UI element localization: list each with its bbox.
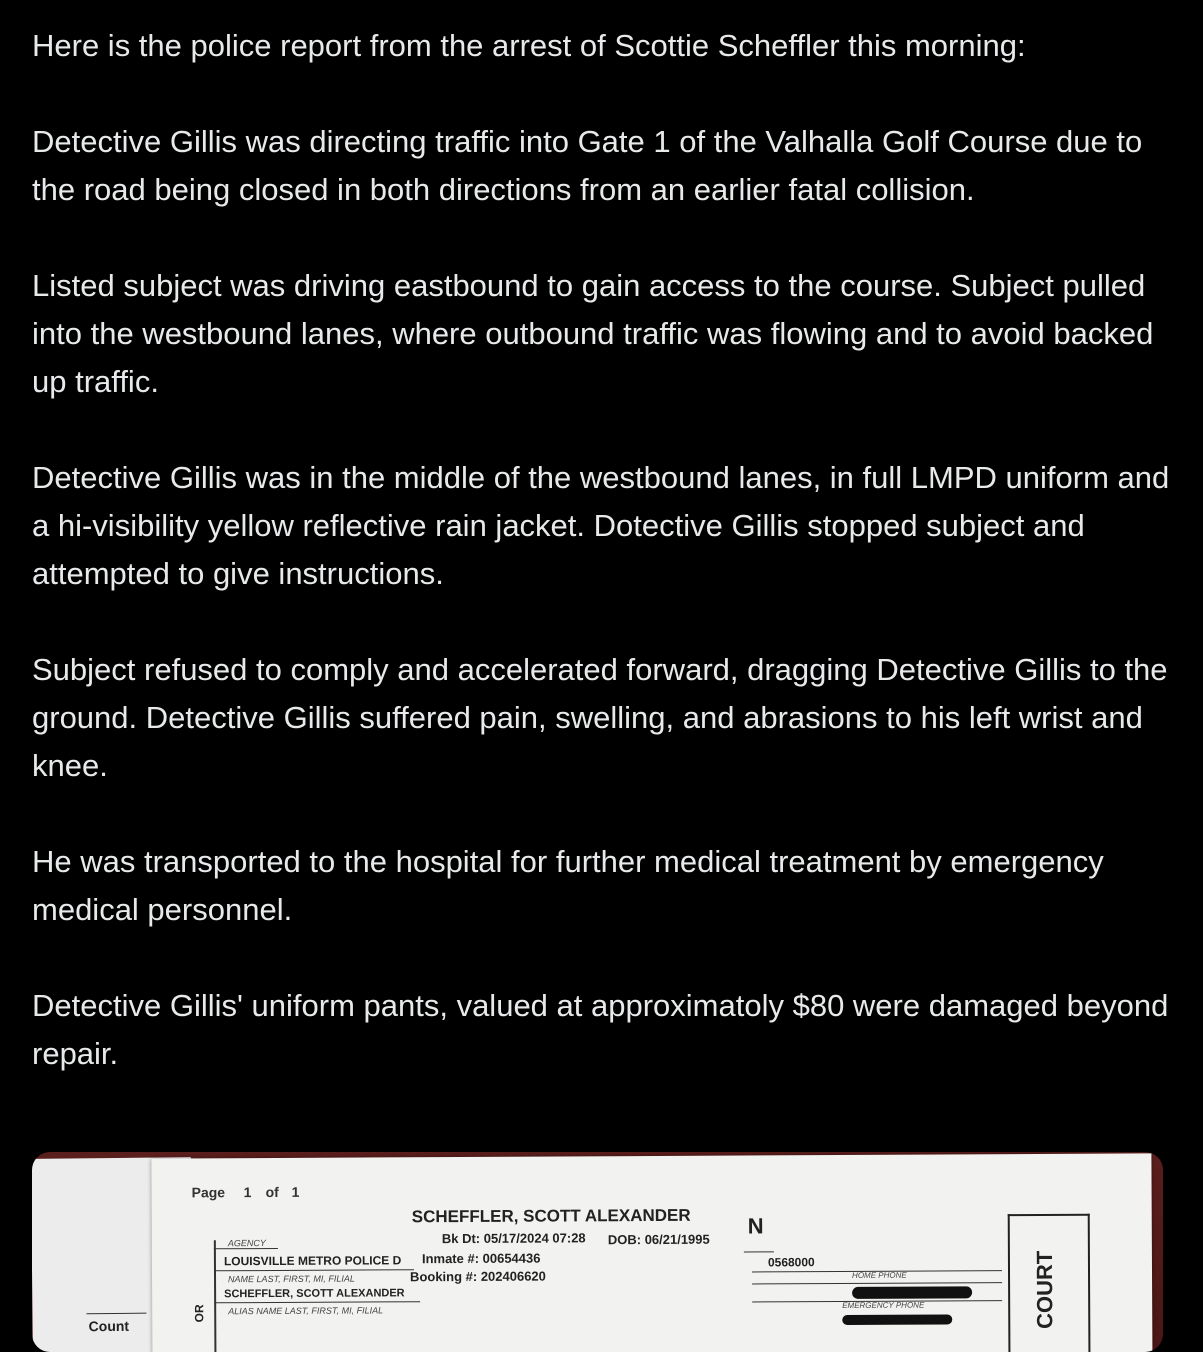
booking-date: Bk Dt: 05/17/2024 07:28	[441, 1230, 586, 1247]
court-label: COURT	[1031, 1250, 1058, 1330]
redaction-bar	[852, 1286, 972, 1299]
post-paragraph-1: Here is the police report from the arrest of Scottie Scheffler this morning:	[32, 28, 1026, 63]
page-of: of	[265, 1183, 279, 1201]
letter-n: N	[747, 1213, 764, 1239]
post-paragraph-4: Detective Gillis was in the middle of the westbound lanes, in full LMPD uniform and a hi-visibility yellow reflective rain jacket. Dotective Gillis stopped subject and attempted to give instructions.	[32, 460, 1170, 591]
post-paragraph-5: Subject refused to comply and accelerated forward, dragging Detective Gillis to the ground. Detective Gillis suffered pain, swelling, and abrasions to his left wrist and knee.	[32, 652, 1168, 783]
post-paragraph-3: Listed subject was driving eastbound to gain access to the course. Subject pulled into the westbound lanes, where outbound traffic was flowing and to avoid backed up traffic.	[32, 268, 1154, 399]
post-paragraph-6: He was transported to the hospital for further medical treatment by emergency medical personnel.	[32, 844, 1104, 927]
side-label: OR	[192, 1304, 207, 1323]
booking-number: Booking #: 202406620	[409, 1268, 546, 1285]
booking-document	[151, 1153, 1152, 1352]
date-of-birth: DOB: 06/21/1995	[607, 1231, 710, 1248]
home-phone-label: HOME PHONE	[852, 1270, 907, 1280]
emergency-phone-label: EMERGENCY PHONE	[842, 1300, 925, 1311]
post-paragraph-7: Detective Gillis' uniform pants, valued at approximatoly $80 were damaged beyond repair.	[32, 988, 1169, 1071]
attached-photo[interactable]	[32, 1152, 1163, 1352]
alias-label: ALIAS NAME LAST, FIRST, MI, FILIAL	[228, 1305, 384, 1317]
redaction-bar	[842, 1314, 952, 1325]
post-paragraph-2: Detective Gillis was directing traffic into Gate 1 of the Valhalla Golf Course due to the road being closed in both directions from an earlier fatal collision.	[32, 124, 1143, 207]
name-label: NAME LAST, FIRST, MI, FILIAL	[228, 1273, 355, 1285]
agency-value: LOUISVILLE METRO POLICE D	[223, 1253, 402, 1269]
agency-label: AGENCY	[227, 1238, 266, 1249]
inmate-number: Inmate #: 00654436	[421, 1250, 541, 1267]
page-number: 1	[243, 1184, 252, 1201]
subject-name-header: SCHEFFLER, SCOTT ALEXANDER	[411, 1205, 691, 1227]
case-number: 0568000	[767, 1255, 815, 1270]
post-text	[32, 22, 1172, 1126]
name-value: SCHEFFLER, SCOTT ALEXANDER	[224, 1287, 405, 1301]
page-label: Page	[191, 1184, 226, 1201]
page-total: 1	[291, 1183, 300, 1200]
count-label: Count	[88, 1317, 130, 1335]
